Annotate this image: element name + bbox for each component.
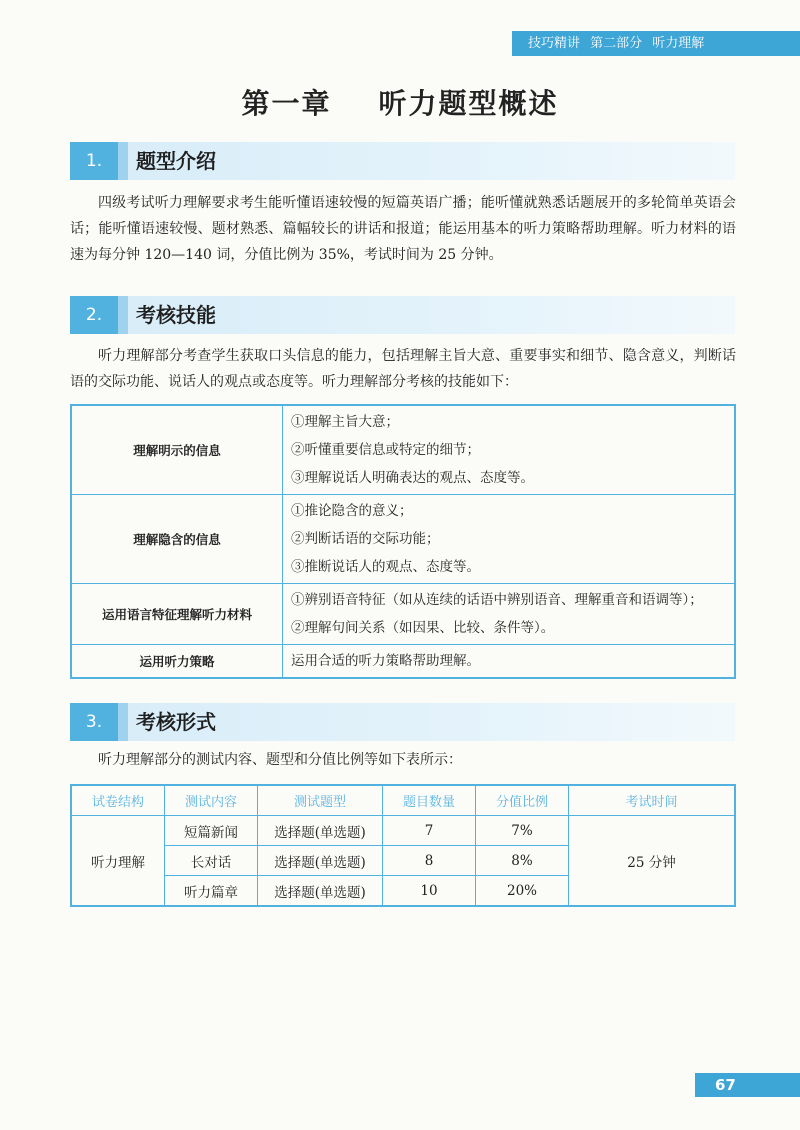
skill-item: ①辨别语音特征（如从连续的话语中辨别语音、理解重音和语调等）； xyxy=(291,592,703,608)
table-row xyxy=(71,584,735,645)
skill-item: ③推断说话人的观点、态度等。 xyxy=(291,559,480,575)
skill-items xyxy=(283,495,736,584)
table-row xyxy=(71,495,735,584)
column-header: 题目数量 xyxy=(383,785,476,816)
time-cell: 25 分钟 xyxy=(569,816,736,907)
header-section-tab: 技巧精讲 第二部分 听力理解 xyxy=(512,31,800,56)
content-cell: 听力篇章 xyxy=(165,876,258,907)
skill-name: 运用语言特征理解听力材料 xyxy=(71,584,283,645)
skill-item: ②判断话语的交际功能； xyxy=(291,531,440,547)
format-table xyxy=(70,784,736,907)
skill-name: 运用听力策略 xyxy=(71,645,283,679)
type-cell: 选择题(单选题) xyxy=(258,876,383,907)
section-2-header xyxy=(70,296,735,334)
content-cell: 短篇新闻 xyxy=(165,816,258,846)
section-3-header xyxy=(70,703,735,741)
skill-item: ②听懂重要信息或特定的细节； xyxy=(291,442,480,458)
table-row xyxy=(71,645,735,679)
section-3-number: 3. xyxy=(70,703,118,741)
section-1-title: 题型介绍 xyxy=(136,149,216,173)
skill-item: ①推论隐含的意义； xyxy=(291,503,413,519)
section-2-number: 2. xyxy=(70,296,118,334)
chapter-title: 第一章 听力题型概述 xyxy=(241,87,559,120)
skill-item: ②理解句间关系（如因果、比较、条件等）。 xyxy=(291,620,555,636)
section-1-text: 四级考试听力理解要求考生能听懂语速较慢的短篇英语广播；能听懂就熟悉话题展开的多轮简单英语会话；能听懂语速较慢、题材熟悉、篇幅较长的讲话和报道；能运用基本的听力策略帮助理解。听力材料的语速为每分钟 120—140 词，分值比例为 35%，考试时间为 25 分钟。 xyxy=(70,195,736,263)
section-3-title: 考核形式 xyxy=(136,710,216,734)
section-2-title: 考核技能 xyxy=(136,303,216,327)
section-1-paragraph xyxy=(70,190,736,268)
skill-items xyxy=(283,405,736,495)
column-header: 分值比例 xyxy=(476,785,569,816)
skill-item: ①理解主旨大意； xyxy=(291,414,399,430)
section-cell: 听力理解 xyxy=(71,816,165,907)
type-cell: 选择题(单选题) xyxy=(258,816,383,846)
ratio-cell: 8% xyxy=(476,846,569,876)
table-row xyxy=(71,405,735,495)
section-1-header xyxy=(70,142,735,180)
column-header: 测试内容 xyxy=(165,785,258,816)
section-3-text: 听力理解部分的测试内容、题型和分值比例等如下表所示： xyxy=(98,752,462,768)
content-cell: 长对话 xyxy=(165,846,258,876)
type-cell: 选择题(单选题) xyxy=(258,846,383,876)
column-header: 考试时间 xyxy=(569,785,736,816)
page-number: 67 xyxy=(695,1073,800,1097)
section-1-number: 1. xyxy=(70,142,118,180)
skill-items xyxy=(283,645,736,679)
section-3-paragraph xyxy=(70,747,736,773)
skill-items xyxy=(283,584,736,645)
count-cell: 7 xyxy=(383,816,476,846)
skill-item: ③理解说话人明确表达的观点、态度等。 xyxy=(291,470,534,486)
ratio-cell: 7% xyxy=(476,816,569,846)
ratio-cell: 20% xyxy=(476,876,569,907)
skill-item: 运用合适的听力策略帮助理解。 xyxy=(291,653,480,669)
section-2-paragraph xyxy=(70,343,736,395)
count-cell: 8 xyxy=(383,846,476,876)
skill-name: 理解明示的信息 xyxy=(71,405,283,495)
section-2-text: 听力理解部分考查学生获取口头信息的能力，包括理解主旨大意、重要事实和细节、隐含意义，判断话语的交际功能、说话人的观点或态度等。听力理解部分考核的技能如下： xyxy=(70,348,736,390)
column-header: 测试题型 xyxy=(258,785,383,816)
table-row xyxy=(71,816,735,846)
table-header-row xyxy=(71,785,735,816)
column-header: 试卷结构 xyxy=(71,785,165,816)
skills-table xyxy=(70,404,736,679)
count-cell: 10 xyxy=(383,876,476,907)
skill-name: 理解隐含的信息 xyxy=(71,495,283,584)
